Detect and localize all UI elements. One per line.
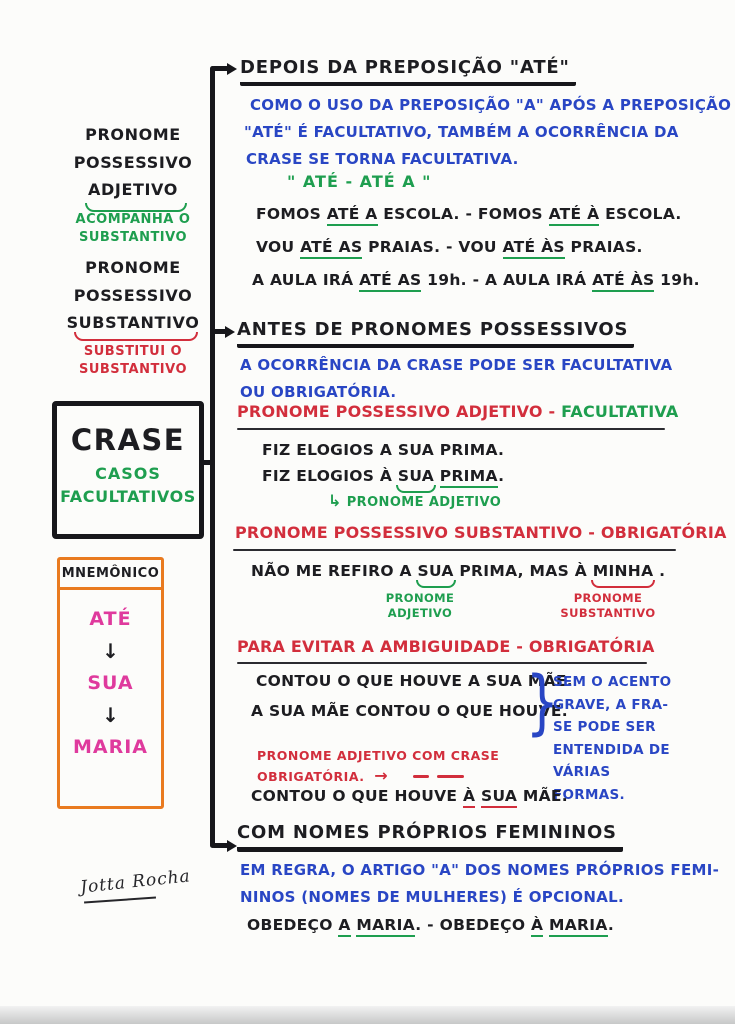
label-line: ADJETIVO <box>387 606 453 620</box>
term-line: POSSESSIVO <box>73 152 193 172</box>
example-sentence: A SUA MÃE CONTOU O QUE HOUVE. <box>251 702 568 720</box>
signature-flourish <box>84 896 156 903</box>
text: PRIMA, MAS À <box>453 562 593 580</box>
term-line: SUBSTANTIVO <box>66 313 200 332</box>
crase-mark <box>413 775 429 778</box>
crase-title: CRASE <box>70 423 186 457</box>
section-heading-nomes: COM NOMES PRÓPRIOS FEMININOS <box>237 822 623 852</box>
example-sentence <box>251 787 568 805</box>
label-line: PRONOME <box>385 591 455 605</box>
paragraph-line: COMO O USO DA PREPOSIÇÃO "A" APÓS A PREPOSIÇÃO <box>250 96 732 114</box>
mnemonic-item-ate: ATÉ <box>89 608 132 630</box>
crase-mark <box>437 775 464 778</box>
text: MÃE. <box>517 787 568 805</box>
page-bottom-shadow <box>0 1006 735 1024</box>
crase-underline: ATÉ ÀS <box>503 238 565 259</box>
curly-underline-red <box>74 332 198 341</box>
note-line: SEM O ACENTO <box>553 674 672 690</box>
term-pronome-possessivo-adjetivo <box>58 121 208 204</box>
curly-underline-green: SUA <box>417 562 454 580</box>
label-pronome-adjetivo <box>372 591 468 621</box>
label-line: SUBSTANTIVO <box>560 606 656 620</box>
mnemonic-box <box>57 557 164 809</box>
crase-box <box>52 401 204 539</box>
crase-underline: ATÉ AS <box>359 271 421 292</box>
arrow-right-icon <box>227 63 237 75</box>
note-crase-obrigatoria: PRONOME ADJETIVO COM CRASE <box>257 748 500 763</box>
subheading-adjetivo-facultativa <box>237 402 678 421</box>
right-arrow-icon: → <box>374 766 389 785</box>
down-arrow-icon: ↓ <box>102 639 119 663</box>
text: ESCOLA. <box>599 205 682 223</box>
note-line: OBRIGATÓRIA. <box>257 769 365 784</box>
separator-line <box>237 662 647 664</box>
note-crase-obrigatoria <box>257 766 388 785</box>
rule-ate: " ATÉ - ATÉ A " <box>287 172 432 191</box>
crase-underline: A <box>338 916 350 937</box>
example-sentence <box>247 916 614 934</box>
term-line: PRONOME <box>85 125 181 144</box>
note-line: SE PODE SER <box>553 719 656 735</box>
annotation-pronome-adjetivo <box>328 491 501 510</box>
annotation-label: PRONOME ADJETIVO <box>346 495 502 510</box>
crase-underline-red: À <box>463 787 475 808</box>
text: PRAIAS. <box>564 238 643 256</box>
paragraph-line: "ATÉ" É FACULTATIVO, TAMBÉM A OCORRÊNCIA DA <box>244 123 679 141</box>
text <box>434 467 440 485</box>
separator-line <box>237 428 665 430</box>
connector-trunk <box>210 66 215 848</box>
text: . - OBEDEÇO <box>415 916 531 934</box>
text: . <box>653 562 666 580</box>
text: FOMOS <box>256 205 327 223</box>
section-heading-antes: ANTES DE PRONOMES POSSESSIVOS <box>237 319 634 348</box>
term-line: ADJETIVO <box>88 180 178 199</box>
text: 19h. <box>654 271 700 289</box>
mnemonic-item-maria: MARIA <box>72 736 149 758</box>
mnemonic-item-sua: SUA <box>87 672 134 694</box>
text: . <box>498 467 505 485</box>
text: FIZ ELOGIOS À <box>262 467 398 485</box>
text: NÃO ME REFIRO A <box>251 562 418 580</box>
crase-underline: À <box>531 916 543 937</box>
curly-underline-green: SUA <box>397 467 435 485</box>
example-sentence <box>256 238 643 256</box>
paragraph-line: EM REGRA, O ARTIGO "A" DOS NOMES PRÓPRIOS FEMI- <box>240 861 720 879</box>
text: CONTOU O QUE HOUVE <box>251 787 463 805</box>
example-sentence <box>251 562 665 580</box>
crase-underline-red: SUA <box>481 787 517 808</box>
paragraph-line: NINOS (NOMES DE MULHERES) É OPCIONAL. <box>240 888 624 906</box>
label-line: PRONOME <box>573 591 643 605</box>
crase-underline: ATÉ À <box>549 205 600 226</box>
text: VOU <box>256 238 301 256</box>
text: . <box>607 916 615 934</box>
example-sentence <box>262 467 504 485</box>
example-sentence: CONTOU O QUE HOUVE A SUA MÃE. <box>256 672 573 690</box>
label-pronome-substantivo <box>548 591 668 621</box>
term-line: POSSESSIVO <box>73 285 193 305</box>
term-pronome-possessivo-substantivo <box>58 254 208 337</box>
text: PRAIAS. - VOU <box>362 238 503 256</box>
arrow-right-icon <box>227 840 237 852</box>
note-substitui-o-substantivo <box>58 343 208 379</box>
text: OBEDEÇO <box>247 916 339 934</box>
curly-underline-red: MINHA <box>592 562 654 580</box>
section-heading-depois: DEPOIS DA PREPOSIÇÃO "ATÉ" <box>240 57 576 86</box>
note-line: SUBSTITUI O <box>83 344 183 359</box>
example-sentence <box>256 205 682 223</box>
hook-arrow-icon: ↳ <box>328 491 342 510</box>
term-line: PRONOME <box>85 258 181 277</box>
note-line: SUBSTANTIVO <box>78 362 188 377</box>
example-sentence <box>252 271 700 289</box>
paragraph-line: CRASE SE TORNA FACULTATIVA. <box>246 150 519 168</box>
example-sentence: FIZ ELOGIOS A SUA PRIMA. <box>262 441 505 459</box>
note-line: ENTENDIDA DE <box>553 741 670 758</box>
note-sem-acento <box>553 671 683 806</box>
note-acompanha-o-substantivo <box>58 211 208 246</box>
text: A AULA IRÁ <box>252 271 360 289</box>
crase-underline: MARIA <box>356 916 415 937</box>
note-line: ACOMPANHA O <box>75 212 191 227</box>
text: 19h. - A AULA IRÁ <box>421 271 593 289</box>
crase-underline: ATÉ A <box>327 205 378 226</box>
paragraph-line: OU OBRIGATÓRIA. <box>240 383 397 401</box>
curly-brace-icon: } <box>525 661 559 743</box>
note-line: VÁRIAS FORMAS. <box>553 764 625 803</box>
signature: Jotta Rocha <box>79 866 192 898</box>
crase-underline: MARIA <box>549 916 608 937</box>
separator-line <box>233 549 676 551</box>
subheading-ambiguidade: PARA EVITAR A AMBIGUIDADE - OBRIGATÓRIA <box>237 637 655 656</box>
subheading-substantivo-obrigatoria: PRONOME POSSESSIVO SUBSTANTIVO - OBRIGATÓRIA <box>235 523 727 542</box>
text: ESCOLA. - FOMOS <box>377 205 549 223</box>
crase-subtitle: FACULTATIVOS <box>60 487 196 506</box>
down-arrow-icon: ↓ <box>102 703 119 727</box>
note-line: GRAVE, A FRA- <box>553 696 669 713</box>
crase-underline: ATÉ ÀS <box>592 271 654 292</box>
subheading-tail: FACULTATIVA <box>561 402 679 421</box>
mnemonic-title: MNEMÔNICO <box>60 560 161 590</box>
paragraph-line: A OCORRÊNCIA DA CRASE PODE SER FACULTATIVA <box>240 356 673 374</box>
subheading-text: PRONOME POSSESSIVO ADJETIVO - <box>237 402 562 421</box>
crase-underline: PRIMA <box>440 467 498 488</box>
arrow-right-icon <box>225 326 235 338</box>
crase-underline: ATÉ AS <box>300 238 362 259</box>
crase-subtitle: CASOS <box>95 464 161 483</box>
note-line: SUBSTANTIVO <box>78 229 188 245</box>
